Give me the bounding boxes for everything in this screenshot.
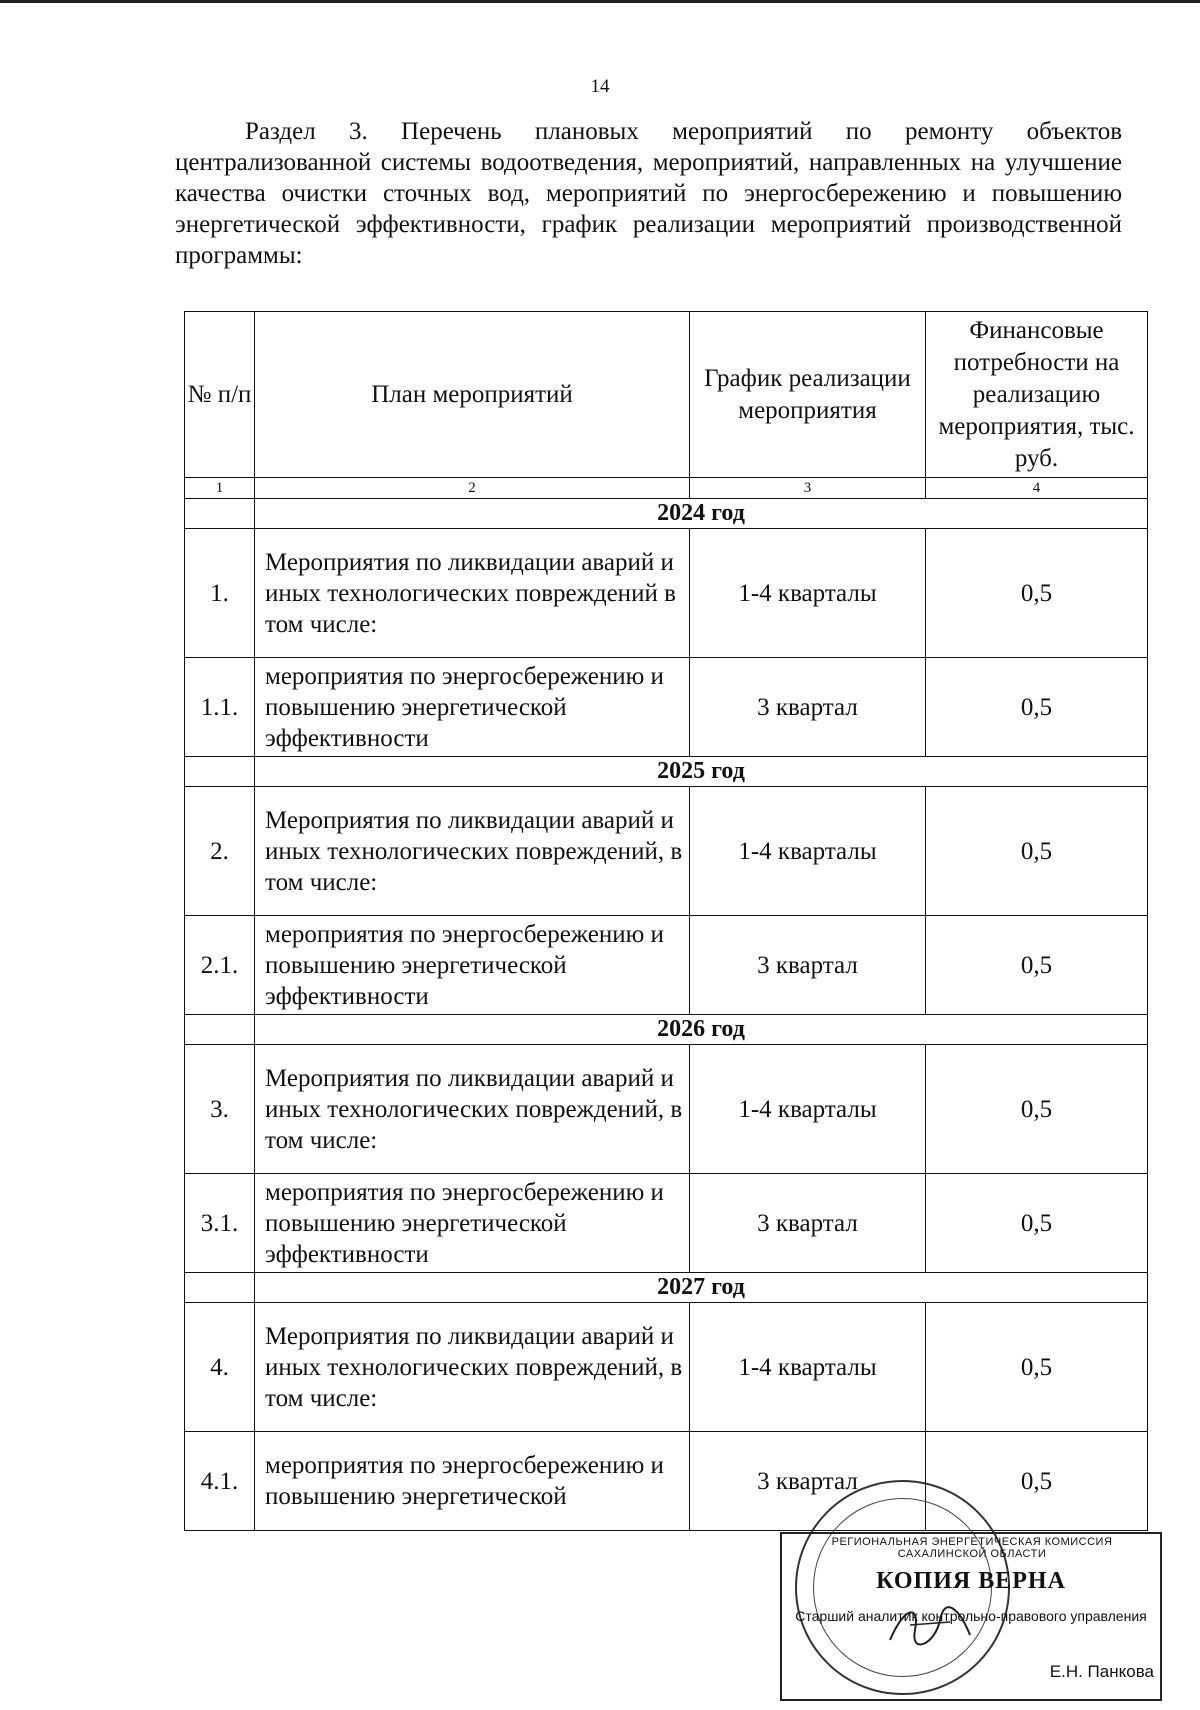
year-spacer [185,1015,255,1045]
item-number: 3. [185,1045,255,1174]
table-row [185,916,1148,1015]
item-schedule: 1-4 кварталы [690,529,926,658]
item-schedule: 1-4 кварталы [690,1045,926,1174]
section-heading [175,116,1122,271]
year-spacer [185,499,255,529]
stamp-signer: Е.Н. Панкова [1049,1662,1154,1681]
item-name: Мероприятия по ликвидации аварий и иных технологических повреждений, в том числе: [255,1045,690,1174]
item-schedule: 1-4 кварталы [690,1303,926,1432]
table-row [185,1045,1148,1174]
item-schedule: 3 квартал [690,1432,926,1531]
column-index: 3 [690,478,926,499]
header-num: № п/п [185,312,255,478]
item-finance: 0,5 [926,529,1148,658]
item-name: Мероприятия по ликвидации аварий и иных технологических повреждений, в том числе: [255,787,690,916]
year-spacer [185,1273,255,1303]
stamp-organization: РЕГИОНАЛЬНАЯ ЭНЕРГЕТИЧЕСКАЯ КОМИССИЯ САХАЛИНСКОЙ ОБЛАСТИ [831,1536,1113,1560]
item-name: мероприятия по энергосбережению и повышению энергетической [255,1432,690,1531]
stamp-copy-label: КОПИЯ ВЕРНА [876,1568,1066,1594]
table-row [185,1432,1148,1531]
header-finance: Финансовые потребности на реализацию мероприятия, тыс. руб. [926,312,1148,478]
activities-table [184,311,1148,1531]
year-row [185,757,1148,787]
item-schedule: 1-4 кварталы [690,787,926,916]
table-row [185,1303,1148,1432]
item-number: 4. [185,1303,255,1432]
item-number: 3.1. [185,1174,255,1273]
header-plan: План мероприятий [255,312,690,478]
item-name: Мероприятия по ликвидации аварий и иных технологических повреждений, в том числе: [255,1303,690,1432]
item-number: 4.1. [185,1432,255,1531]
page-number: 14 [590,76,610,97]
year-label: 2027 год [255,1273,1148,1303]
stamp-position: Старший аналитик контрольно-правового управления [795,1608,1147,1624]
item-finance: 0,5 [926,1432,1148,1531]
item-name: мероприятия по энергосбережению и повышению энергетической эффективности [255,1174,690,1273]
section-heading-text: Раздел 3. Перечень плановых мероприятий по ремонту объектов централизованной системы водоотведения, мероприятий, направленных на улучшение качества очистки сточных вод, мероприятий по энергосбережению и повышению энергетической эффективности, график реализации мероприятий производственной программы: [175,118,1122,269]
table-row [185,1174,1148,1273]
year-label: 2026 год [255,1015,1148,1045]
column-index: 4 [926,478,1148,499]
item-schedule: 3 квартал [690,916,926,1015]
year-label: 2024 год [255,499,1148,529]
item-finance: 0,5 [926,658,1148,757]
item-schedule: 3 квартал [690,658,926,757]
item-schedule: 3 квартал [690,1174,926,1273]
item-finance: 0,5 [926,916,1148,1015]
table-header-row [185,312,1148,478]
year-row [185,1015,1148,1045]
header-schedule: График реализации мероприятия [690,312,926,478]
item-number: 2. [185,787,255,916]
item-number: 2.1. [185,916,255,1015]
column-index: 1 [185,478,255,499]
year-row [185,1273,1148,1303]
table-row [185,658,1148,757]
item-name: мероприятия по энергосбережению и повышению энергетической эффективности [255,658,690,757]
item-finance: 0,5 [926,1045,1148,1174]
item-finance: 0,5 [926,1303,1148,1432]
item-finance: 0,5 [926,1174,1148,1273]
item-number: 1. [185,529,255,658]
column-index: 2 [255,478,690,499]
table-row [185,787,1148,916]
column-index-row [185,478,1148,499]
year-label: 2025 год [255,757,1148,787]
item-finance: 0,5 [926,787,1148,916]
item-number: 1.1. [185,658,255,757]
top-rule [0,0,1200,3]
year-spacer [185,757,255,787]
year-row [185,499,1148,529]
item-name: мероприятия по энергосбережению и повышению энергетической эффективности [255,916,690,1015]
item-name: Мероприятия по ликвидации аварий и иных технологических повреждений в том числе: [255,529,690,658]
certified-copy-stamp [780,1532,1162,1701]
table-row [185,529,1148,658]
